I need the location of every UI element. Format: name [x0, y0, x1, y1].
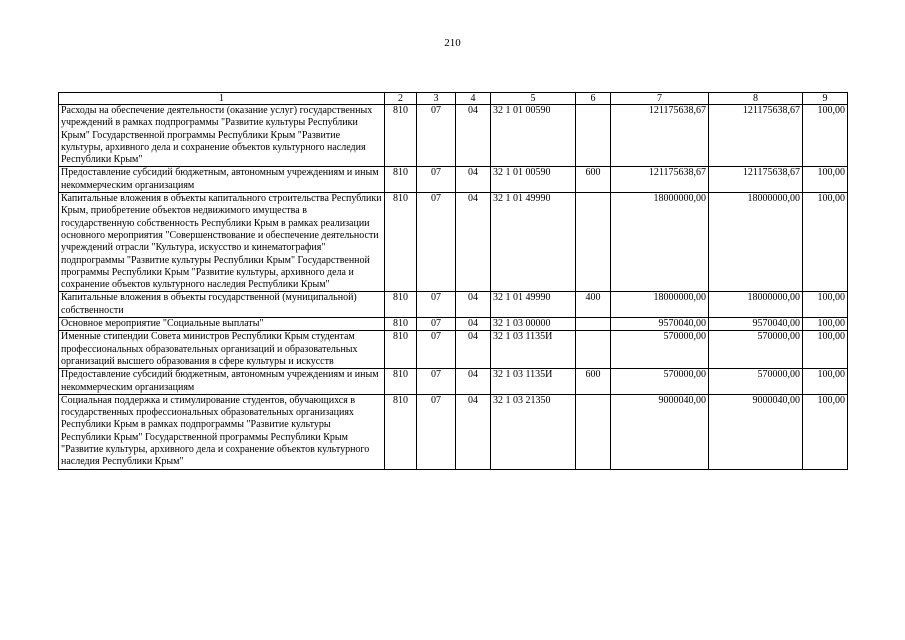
column-header: 9 [803, 93, 848, 105]
cell-ministry-code: 810 [385, 167, 417, 193]
cell-target-article: 32 1 01 49990 [491, 292, 576, 318]
cell-section: 07 [417, 318, 456, 331]
cell-actual-amount: 9000040,00 [709, 394, 803, 469]
cell-ministry-code: 810 [385, 292, 417, 318]
cell-expense-type [576, 105, 611, 167]
table-row [59, 394, 848, 469]
cell-actual-amount: 121175638,67 [709, 167, 803, 193]
cell-actual-amount: 18000000,00 [709, 292, 803, 318]
row-name: Капитальные вложения в объекты государственной (муниципальной) собственности [59, 292, 385, 318]
cell-expense-type: 400 [576, 292, 611, 318]
cell-expense-type: 600 [576, 167, 611, 193]
cell-target-article: 32 1 03 1135И [491, 369, 576, 395]
row-name: Именные стипендии Совета министров Республики Крым студентам профессиональных образовательных организаций и образовательных организаций высшего образования в сфере культуры и искусств [59, 331, 385, 369]
cell-percent: 100,00 [803, 292, 848, 318]
cell-percent: 100,00 [803, 193, 848, 292]
cell-percent: 100,00 [803, 318, 848, 331]
cell-percent: 100,00 [803, 394, 848, 469]
cell-expense-type [576, 331, 611, 369]
cell-actual-amount: 121175638,67 [709, 105, 803, 167]
cell-planned-amount: 570000,00 [611, 369, 709, 395]
column-header: 7 [611, 93, 709, 105]
cell-percent: 100,00 [803, 105, 848, 167]
table-row [59, 167, 848, 193]
cell-subsection: 04 [456, 331, 491, 369]
cell-ministry-code: 810 [385, 193, 417, 292]
column-header: 6 [576, 93, 611, 105]
cell-section: 07 [417, 105, 456, 167]
cell-target-article: 32 1 01 00590 [491, 167, 576, 193]
cell-expense-type [576, 318, 611, 331]
cell-actual-amount: 570000,00 [709, 331, 803, 369]
row-name: Предоставление субсидий бюджетным, автономным учреждениям и иным некоммерческим организациям [59, 167, 385, 193]
table-row [59, 318, 848, 331]
cell-ministry-code: 810 [385, 394, 417, 469]
row-name: Капитальные вложения в объекты капитального строительства Республики Крым, приобретение объектов недвижимого имущества в государственную собственность Республики Крым в рамках реализации основного мероприятия "Совершенствование и обеспечение деятельности учреждений отрасли "Культура, искусство и кинематография" подпрограммы "Развитие культуры Республики Крым" Государственной программы Республики Крым "Развитие культуры, архивного дела и сохранение объектов культурного наследия Республики Крым" [59, 193, 385, 292]
cell-planned-amount: 570000,00 [611, 331, 709, 369]
cell-planned-amount: 121175638,67 [611, 167, 709, 193]
column-header: 3 [417, 93, 456, 105]
cell-expense-type [576, 193, 611, 292]
table-row [59, 193, 848, 292]
header-row [59, 93, 848, 105]
column-header: 8 [709, 93, 803, 105]
cell-expense-type [576, 394, 611, 469]
cell-target-article: 32 1 03 1135И [491, 331, 576, 369]
cell-target-article: 32 1 01 49990 [491, 193, 576, 292]
column-header: 2 [385, 93, 417, 105]
cell-planned-amount: 18000000,00 [611, 193, 709, 292]
cell-target-article: 32 1 01 00590 [491, 105, 576, 167]
table-row [59, 105, 848, 167]
cell-planned-amount: 121175638,67 [611, 105, 709, 167]
cell-actual-amount: 570000,00 [709, 369, 803, 395]
budget-table [58, 92, 848, 470]
cell-ministry-code: 810 [385, 331, 417, 369]
cell-planned-amount: 9570040,00 [611, 318, 709, 331]
cell-actual-amount: 9570040,00 [709, 318, 803, 331]
cell-section: 07 [417, 292, 456, 318]
column-header: 1 [59, 93, 385, 105]
cell-ministry-code: 810 [385, 318, 417, 331]
cell-subsection: 04 [456, 318, 491, 331]
cell-subsection: 04 [456, 369, 491, 395]
table-row [59, 292, 848, 318]
cell-planned-amount: 9000040,00 [611, 394, 709, 469]
cell-subsection: 04 [456, 394, 491, 469]
cell-ministry-code: 810 [385, 369, 417, 395]
cell-section: 07 [417, 193, 456, 292]
cell-percent: 100,00 [803, 369, 848, 395]
cell-percent: 100,00 [803, 167, 848, 193]
table-row [59, 331, 848, 369]
row-name: Предоставление субсидий бюджетным, автономным учреждениям и иным некоммерческим организациям [59, 369, 385, 395]
page-number: 210 [444, 37, 461, 49]
cell-expense-type: 600 [576, 369, 611, 395]
row-name: Социальная поддержка и стимулирование студентов, обучающихся в государственных профессиональных образовательных организациях Республики Крым в рамках подпрограммы "Развитие культуры Республики Крым" Государственной программы Республики Крым "Развитие культуры, архивного дела и сохранение объектов культурного наследия Республики Крым" [59, 394, 385, 469]
cell-planned-amount: 18000000,00 [611, 292, 709, 318]
cell-actual-amount: 18000000,00 [709, 193, 803, 292]
cell-target-article: 32 1 03 00000 [491, 318, 576, 331]
cell-section: 07 [417, 394, 456, 469]
row-name: Расходы на обеспечение деятельности (оказание услуг) государственных учреждений в рамках подпрограммы "Развитие культуры Республики Крым" Государственной программы Республики Крым "Развитие культуры, архивного дела и сохранение объектов культурного наследия Республики Крым" [59, 105, 385, 167]
cell-ministry-code: 810 [385, 105, 417, 167]
cell-subsection: 04 [456, 292, 491, 318]
cell-target-article: 32 1 03 21350 [491, 394, 576, 469]
cell-subsection: 04 [456, 167, 491, 193]
column-header: 5 [491, 93, 576, 105]
table-row [59, 369, 848, 395]
cell-section: 07 [417, 167, 456, 193]
cell-subsection: 04 [456, 105, 491, 167]
row-name: Основное мероприятие "Социальные выплаты" [59, 318, 385, 331]
cell-subsection: 04 [456, 193, 491, 292]
cell-section: 07 [417, 369, 456, 395]
cell-section: 07 [417, 331, 456, 369]
cell-percent: 100,00 [803, 331, 848, 369]
column-header: 4 [456, 93, 491, 105]
